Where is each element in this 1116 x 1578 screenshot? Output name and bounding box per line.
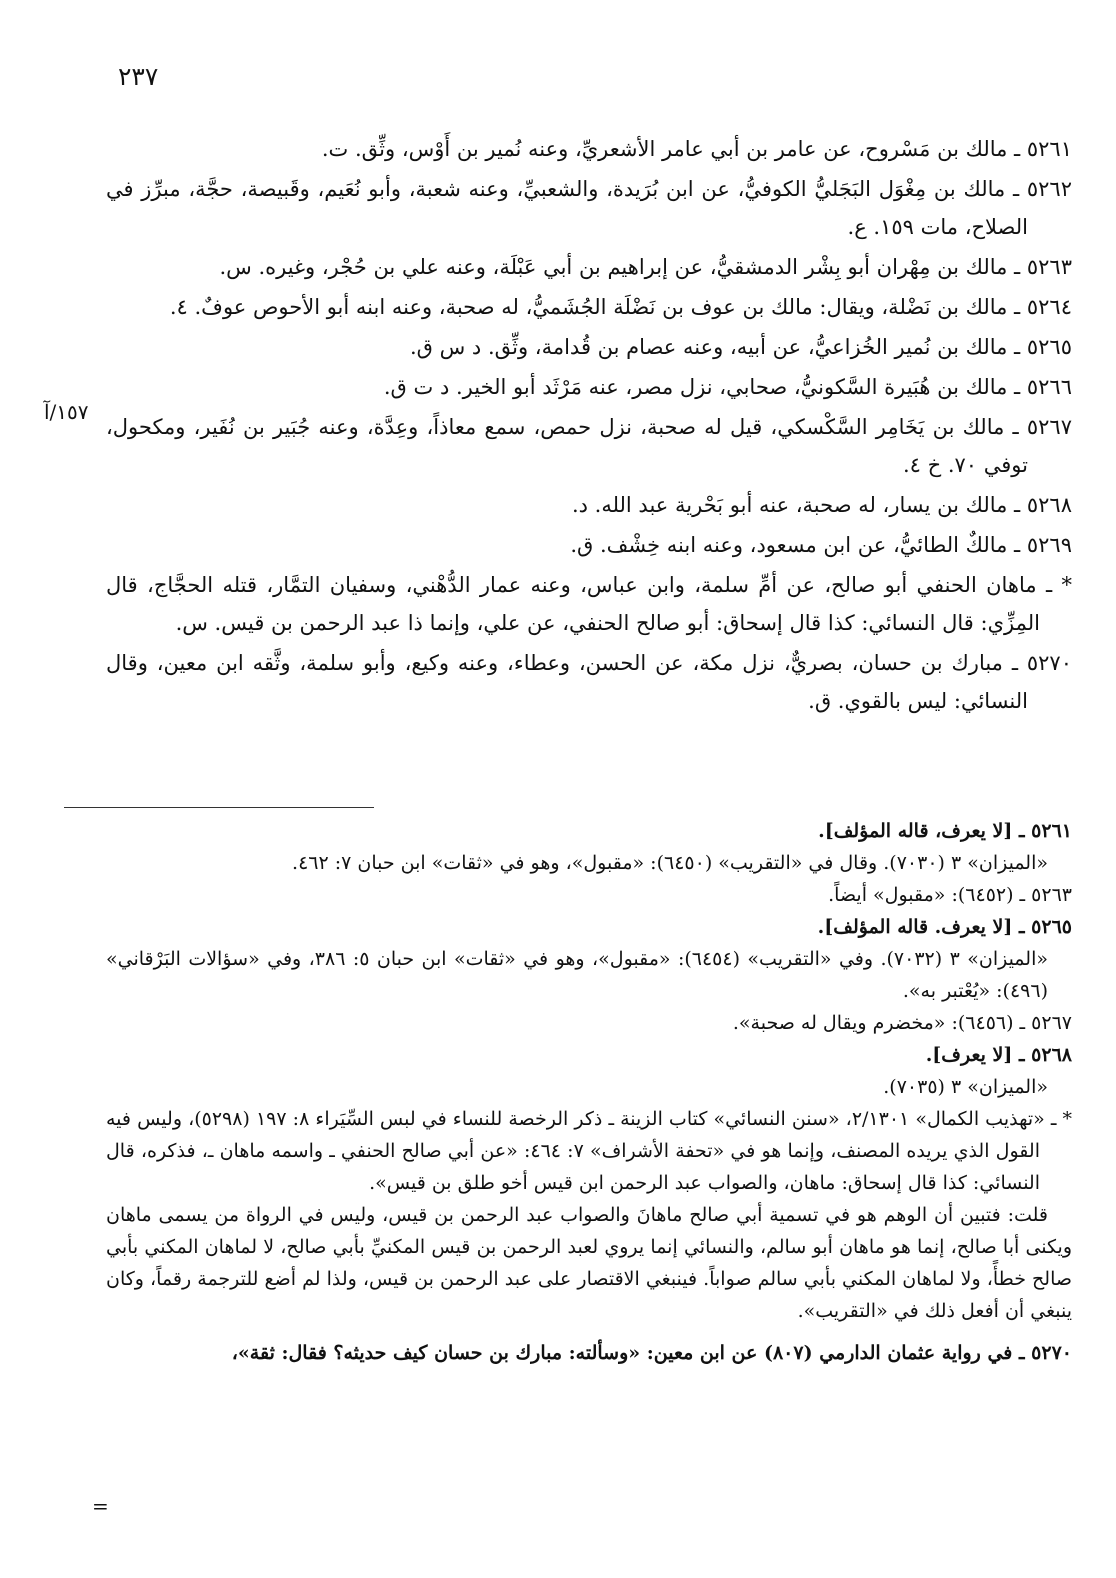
biographical-entries xyxy=(106,130,1072,722)
entry-5261: ٥٢٦١ ـ مالك بن مَسْروح، عن عامر بن أبي عامر الأشعريِّ، وعنه نُمير بن أَوْس، وثِّق. ت. xyxy=(321,137,1072,161)
footnote-5261-body: «الميزان» ٣ (٧٠٣٠). وقال في «التقريب» (٦٤٥٠): «مقبول»، وهو في «ثقات» ابن حبان ٧: ٤٦٢. xyxy=(292,852,1048,874)
footnote-5270: ٥٢٧٠ ـ في رواية عثمان الدارمي (٨٠٧) عن ابن معين: «وسألته: مبارك بن حسان كيف حديثه؟ فقال: ثقة»، xyxy=(231,1342,1072,1364)
footnote-mahan: * ـ «تهذيب الكمال» ٢/١٣٠١، «سنن النسائي» كتاب الزينة ـ ذكر الرخصة للنساء في لبس السِّيَراء ٨: ١٩٧ (٥٢٩٨)، وليس فيه القول الذي يريده المصنف، وإنما هو في «تحفة الأشراف» ٧: ٤٦٤: «عن أبي صالح الحنفي ـ واسمه ماهان ـ، فذكره، قال النسائي: كذا قال إسحاق: ماهان، والصواب عبد الرحمن ابن قيس أخو طلق بن قيس». xyxy=(106,1108,1073,1194)
entry-5266: ٥٢٦٦ ـ مالك بن هُبَيرة السَّكونيُّ، صحابي، نزل مصر، عنه مَرْثَد أبو الخير. د ت ق. xyxy=(383,375,1072,399)
footnote-5261-head: ٥٢٦١ ـ [لا يعرف، قاله المؤلف]. xyxy=(818,820,1072,842)
entry-5262: ٥٢٦٢ ـ مالك بن مِغْوَل البَجَليُّ الكوفيُّ، عن ابن بُرَيدة، والشعبيِّ، وعنه شعبة، وأبو نُعَيم، وقَبيصة، حجَّة، مبرِّز في الصلاح، مات ١٥٩. ع. xyxy=(106,177,1072,239)
footnote-5265-body: «الميزان» ٣ (٧٠٣٢). وفي «التقريب» (٦٤٥٤): «مقبول»، وهو في «ثقات» ابن حبان ٥: ٣٨٦، وفي «سؤالات البَرْقاني» (٤٩٦): «يُعْتبر به». xyxy=(106,948,1048,1002)
footnote-5268-body: «الميزان» ٣ (٧٠٣٥). xyxy=(883,1076,1048,1098)
footnote-divider xyxy=(64,807,374,808)
entry-mahan: * ـ ماهان الحنفي أبو صالح، عن أمِّ سلمة، وابن عباس، وعنه عمار الدُّهْني، وسفيان التمَّار، قتله الحجَّاج، قال المِزِّي: قال النسائي: كذا قال إسحاق: أبو صالح الحنفي، عن علي، وإنما ذا عبد الرحمن بن قيس. س. xyxy=(106,573,1072,635)
margin-folio-note: ١٥٧/آ xyxy=(44,400,89,424)
entry-5267: ٥٢٦٧ ـ مالك بن يَخَامِر السَّكْسكي، قيل له صحبة، نزل حمص، سمع معاذاً، وعِدَّة، وعنه جُبَير بن نُفَير، ومكحول، توفي ٧٠. خ ٤. xyxy=(106,415,1072,477)
entry-5268: ٥٢٦٨ ـ مالك بن يسار، له صحبة، عنه أبو بَحْرية عبد الله. د. xyxy=(571,493,1072,517)
entry-5270: ٥٢٧٠ ـ مبارك بن حسان، بصريٌّ، نزل مكة، عن الحسن، وعطاء، وعنه وكيع، وأبو سلمة، وثَّقه ابن معين، وقال النسائي: ليس بالقوي. ق. xyxy=(106,651,1072,713)
footnote-commentary: قلت: فتبين أن الوهم هو في تسمية أبي صالح ماهانَ والصواب عبد الرحمن بن قيس، وليس في الرواة من يسمى ماهان ويكنى أبا صالح، إنما هو ماهان أبو سالم، والنسائي إنما يروي لعبد الرحمن بن قيس المكنيِّ بأبي صالح، لا لماهان المكني بأبي صالح خطأً، ولا لماهان المكني بأبي سالم صواباً. فينبغي الاقتصار على عبد الرحمن بن قيس، ولذا لم أضع للترجمة رقماً، وكان ينبغي أن أفعل ذلك في «التقريب». xyxy=(106,1204,1072,1322)
entry-5269: ٥٢٦٩ ـ مالكٌ الطائيُّ، عن ابن مسعود، وعنه ابنه خِشْف. ق. xyxy=(570,533,1072,557)
footnote-5263: ٥٢٦٣ ـ (٦٤٥٢): «مقبول» أيضاً. xyxy=(828,884,1072,906)
footnotes xyxy=(106,815,1072,1369)
entry-5263: ٥٢٦٣ ـ مالك بن مِهْران أبو بِشْر الدمشقيُّ، عن إبراهيم بن أبي عَبْلَة، وعنه علي بن حُجْر، وغيره. س. xyxy=(219,255,1072,279)
footnote-5267: ٥٢٦٧ ـ (٦٤٥٦): «مخضرم ويقال له صحبة». xyxy=(732,1012,1072,1034)
entry-5265: ٥٢٦٥ ـ مالك بن نُمير الخُزاعيُّ، عن أبيه، وعنه عصام بن قُدامة، وثِّق. د س ق. xyxy=(409,335,1072,359)
continuation-mark: = xyxy=(92,1494,109,1518)
page-number: ٢٣٧ xyxy=(118,62,159,91)
entry-5264: ٥٢٦٤ ـ مالك بن نَضْلة، ويقال: مالك بن عوف بن نَضْلَة الجُشَميُّ، له صحبة، وعنه ابنه أبو الأحوص عوفٌ. ٤. xyxy=(169,295,1072,319)
footnote-5265-head: ٥٢٦٥ ـ [لا يعرف. قاله المؤلف]. xyxy=(817,916,1072,938)
footnote-5268-head: ٥٢٦٨ ـ [لا يعرف]. xyxy=(925,1044,1072,1066)
